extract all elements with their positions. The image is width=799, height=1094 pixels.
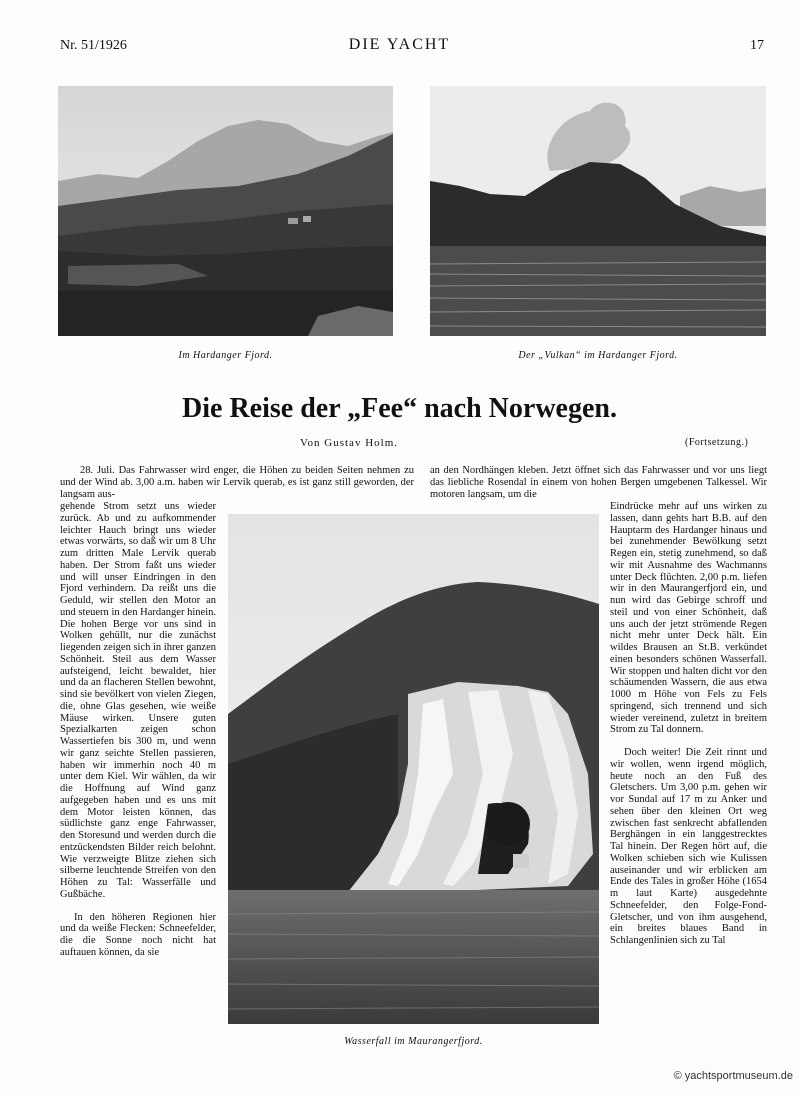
article-title: Die Reise der „Fee“ nach Norwegen. xyxy=(182,393,617,424)
left-column-paragraph: gehende Strom setzt uns wieder zurück. Ab und zu aufkommender leichter Hauch bringt uns wieder etwas vorwärts, so daß wir um 8 Uhr zum dritten Male Lervik querab haben. Der Strom faßt uns wieder und will unser Eindringen in den Fjord verhindern. Da reißt uns die Geduld, wir stellen den Motor an und steuern in den Hardanger hinein. Die hohen Berge vor uns sind in Wolken gehüllt, nur die zunächst liegenden zeigen sich in ihrer ganzen Schönheit. Steil aus dem Wasser aufsteigend, leicht bewaldet, hier und da an flacheren Stellen bewohnt, sind sie bevölkert von vielen Ziegen, die, ohne Glas gesehen, wie weiße Mäuse wirken. Unsere guten Spezialkarten zeigen schon Wassertiefen bis 300 m, und wenn wir ganz seichte Stellen passieren, haben wir immerhin noch 40 m unter dem Kiel. Wir wählen, da wir die Hoffnung auf Wind ganz aufgegeben haben und es uns mit dem Motor leisten können, das südlichste ganz enge Fahrwasser, den Storesund und werden durch die entzückendsten Bilder reich belohnt. Wie verzweigte Blitze ziehen sich silberne leuchtende Streifen von den Höhen zu Tal: Wasserfälle und Gußbäche. xyxy=(60,501,216,900)
continuation-note: (Fortsetzung.) xyxy=(685,437,749,448)
right-column-paragraph: Eindrücke mehr auf uns wirken zu lassen, dann gehts hart B.B. auf den Hauptarm des Hardanger hinaus und bei zunehmender Bewölkung setzt Regen ein, stetig zunehmend, so daß wir mit Ausnahme des Wachmanns unter Deck flüchten. 2,00 p.m. liefen wir in den Maurangerfjord ein, und nun wird das Gebirge schroff und steil und von einer Schönheit, daß uns auch der jetzt strömende Regen nicht mehr unter Deck hält. Ein wildes Brausen an St.B. verkündet einen besonders schönen Wasserfall. Wir stoppen und halten dicht vor den schäumenden Wassern, die aus etwa 1000 m Höhe von Fels zu Fels springend, sich trennend und sich wieder vereinend, zuletzt in breitem Strom zu Tal donnern. xyxy=(610,501,767,736)
left-column xyxy=(60,501,216,959)
intro-left-paragraph: 28. Juli. Das Fahrwasser wird enger, die Höhen zu beiden Seiten nehmen zu und der Wind ab. 3,00 a.m. haben wir Lervik querab, es ist ganz still geworden, der langsam aus- xyxy=(60,465,414,500)
right-column-paragraph-2: Doch weiter! Die Zeit rinnt und wir wollen, wenn irgend möglich, heute noch an den Fuß des Gletschers. Um 3,00 p.m. gehen wir vor Sundal auf 17 m zu Anker und sehen über den kleinen Ort weg zwischen fast senkrecht abfallenden Berghängen in ein langgestrecktes Tal hinein. Der Regen hört auf, die Wolken schieben sich wie Kulissen auseinander und wir erblicken am Ende des Tales in großer Höhe (1654 m laut Karte) ausgedehnte Schneefelder, den Folge-Fond-Gletscher, und von ihm ausgehend, ein breites blaues Band in Schlangenlinien sich zu Tal xyxy=(610,747,767,946)
copyright-watermark: © yachtsportmuseum.de xyxy=(673,1070,793,1082)
photo-caption-vulkan: Der „Vulkan“ im Hardanger Fjord. xyxy=(518,350,678,361)
vulkan-photo xyxy=(430,86,766,336)
left-column-paragraph-2: In den höheren Regionen hier und da weiße Flecken: Schneefelder, die die Sonne noch nicht hat auftauen können, da sie xyxy=(60,911,216,958)
article-byline: Von Gustav Holm. xyxy=(300,437,398,449)
right-column xyxy=(610,501,767,947)
intro-left-text xyxy=(60,465,414,500)
intro-right-paragraph: an den Nordhängen kleben. Jetzt öffnet sich das Fahrwasser und vor uns liegt das liebliche Rosendal in einem von hohen Bergen umgebenen Talkessel. Wir motoren langsam, um die xyxy=(430,465,767,500)
photo-caption-hardanger: Im Hardanger Fjord. xyxy=(178,350,273,361)
intro-right-text xyxy=(430,465,767,500)
issue-number: Nr. 51/1926 xyxy=(60,38,127,53)
page-number: 17 xyxy=(750,38,764,53)
photo-caption-waterfall: Wasserfall im Maurangerfjord. xyxy=(344,1036,483,1047)
waterfall-photo xyxy=(228,514,599,1024)
magazine-title: DIE YACHT xyxy=(348,36,451,53)
hardanger-fjord-photo xyxy=(58,86,393,336)
